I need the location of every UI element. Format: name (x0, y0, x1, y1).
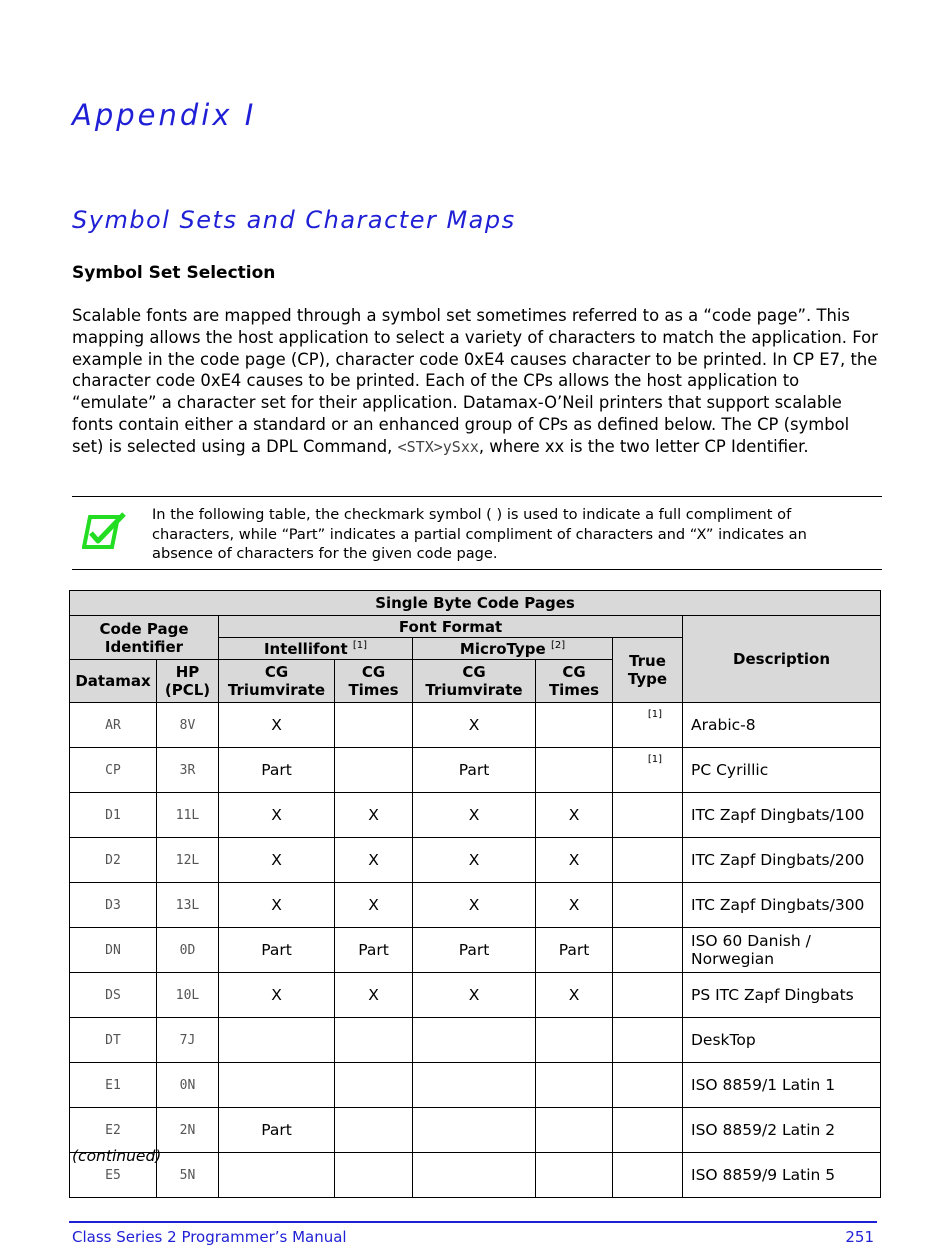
cell-hp-pcl: 10L (157, 973, 219, 1018)
cell-true-type (613, 973, 683, 1018)
cell-microtype-cg-triumvirate (413, 1153, 536, 1198)
true-type-footnote: [1] (647, 708, 662, 720)
footer-rule (69, 1221, 877, 1223)
cell-description: ITC Zapf Dingbats/200 (683, 838, 881, 883)
table-row (70, 1153, 881, 1198)
header-microtype-cg-triumvirate: CG Triumvirate (413, 660, 536, 703)
continued-note: (continued) (72, 1147, 162, 1165)
cell-intellifont-cg-times (335, 1063, 413, 1108)
cell-datamax: DN (70, 928, 157, 973)
header-code-page-identifier: Code Page Identifier (70, 616, 219, 660)
cell-true-type (613, 748, 683, 793)
cell-description: ISO 8859/2 Latin 2 (683, 1108, 881, 1153)
cell-datamax: AR (70, 703, 157, 748)
cell-microtype-cg-times: Part (536, 928, 613, 973)
cell-datamax: DT (70, 1018, 157, 1063)
intro-paragraph (72, 305, 882, 459)
table-title: Single Byte Code Pages (70, 591, 881, 616)
cell-true-type (613, 1108, 683, 1153)
cell-hp-pcl: 3R (157, 748, 219, 793)
header-microtype-cg-times: CG Times (536, 660, 613, 703)
checkmark-note-icon (82, 511, 128, 551)
intellifont-label: Intellifont (263, 639, 348, 658)
cell-intellifont-cg-times (335, 1108, 413, 1153)
cell-datamax: D2 (70, 838, 157, 883)
table-row (70, 1063, 881, 1108)
cell-true-type (613, 883, 683, 928)
header-hp-pcl: HP (PCL) (157, 660, 219, 703)
cell-description: ITC Zapf Dingbats/100 (683, 793, 881, 838)
cell-microtype-cg-times (536, 1018, 613, 1063)
intro-text-after-code: , where xx is the two letter CP Identifier. (478, 436, 809, 456)
cell-datamax: E5 (70, 1153, 157, 1198)
table-row (70, 973, 881, 1018)
cell-microtype-cg-times (536, 703, 613, 748)
cell-intellifont-cg-times (335, 748, 413, 793)
cell-true-type (613, 838, 683, 883)
table-row (70, 928, 881, 973)
code-page-table (69, 590, 881, 1198)
cell-microtype-cg-triumvirate: X (413, 838, 536, 883)
cell-intellifont-cg-times (335, 703, 413, 748)
header-datamax: Datamax (70, 660, 157, 703)
cell-description: ISO 60 Danish / Norwegian (683, 928, 881, 973)
cell-microtype-cg-triumvirate: X (413, 793, 536, 838)
cell-intellifont-cg-triumvirate: X (219, 703, 335, 748)
cell-hp-pcl: 0D (157, 928, 219, 973)
header-intellifont-cg-times: CG Times (335, 660, 413, 703)
cell-microtype-cg-triumvirate (413, 1018, 536, 1063)
cell-microtype-cg-times: X (536, 793, 613, 838)
intro-text-before-code: Scalable fonts are mapped through a symbol set sometimes referred to as a “code page”. This mapping allows the host application to select a variety of characters to match the application. For example in the code page (CP), character code 0xE4 causes character to be printed. In CP E7, the character code 0xE4 causes to be printed. Each of the CPs allows the host application to “emulate” a character set for their application. Datamax-O’Neil printers that support scalable fonts contain either a standard or an enhanced group of CPs as defined below. The CP (symbol set) is selected using a DPL Command, (72, 306, 878, 456)
cell-microtype-cg-times (536, 1108, 613, 1153)
cell-microtype-cg-times (536, 748, 613, 793)
cell-microtype-cg-triumvirate: X (413, 973, 536, 1018)
cell-microtype-cg-triumvirate: Part (413, 748, 536, 793)
subheading: Symbol Set Selection (72, 263, 276, 283)
cell-hp-pcl: 12L (157, 838, 219, 883)
cell-true-type (613, 1153, 683, 1198)
cell-intellifont-cg-triumvirate: X (219, 838, 335, 883)
cell-description: PS ITC Zapf Dingbats (683, 973, 881, 1018)
header-true-type: True Type (613, 638, 683, 703)
table-body (70, 703, 881, 1198)
table-row (70, 703, 881, 748)
microtype-footnote: [2] (550, 639, 566, 651)
cell-datamax: E2 (70, 1108, 157, 1153)
cell-intellifont-cg-times: X (335, 838, 413, 883)
cell-microtype-cg-triumvirate: X (413, 703, 536, 748)
header-description: Description (683, 616, 881, 703)
cell-microtype-cg-triumvirate (413, 1108, 536, 1153)
table-row (70, 793, 881, 838)
note-text: In the following table, the checkmark symbol ( ) is used to indicate a full compliment of characters, while “Part” indicates a partial compliment of characters and “X” indicates an absence of characters for the given code page. (152, 506, 807, 562)
cell-datamax: D3 (70, 883, 157, 928)
header-microtype (413, 638, 613, 660)
table-row (70, 748, 881, 793)
cell-microtype-cg-times: X (536, 838, 613, 883)
section-title: Symbol Sets and Character Maps (72, 206, 516, 234)
cell-intellifont-cg-triumvirate (219, 1018, 335, 1063)
cell-hp-pcl: 7J (157, 1018, 219, 1063)
true-type-footnote: [1] (647, 753, 662, 765)
cell-description: PC Cyrillic (683, 748, 881, 793)
microtype-label: MicroType (459, 639, 546, 658)
cell-datamax: D1 (70, 793, 157, 838)
cell-microtype-cg-times (536, 1063, 613, 1108)
cell-true-type (613, 703, 683, 748)
header-intellifont-cg-triumvirate: CG Triumvirate (219, 660, 335, 703)
cell-intellifont-cg-triumvirate: X (219, 793, 335, 838)
cell-microtype-cg-triumvirate (413, 1063, 536, 1108)
cell-microtype-cg-times: X (536, 973, 613, 1018)
cell-microtype-cg-times (536, 1153, 613, 1198)
cell-description: ISO 8859/9 Latin 5 (683, 1153, 881, 1198)
cell-hp-pcl: 8V (157, 703, 219, 748)
cell-microtype-cg-triumvirate: X (413, 883, 536, 928)
table-row (70, 838, 881, 883)
cell-intellifont-cg-triumvirate (219, 1153, 335, 1198)
cell-intellifont-cg-times: X (335, 973, 413, 1018)
cell-hp-pcl: 13L (157, 883, 219, 928)
table-row (70, 883, 881, 928)
cell-intellifont-cg-times (335, 1018, 413, 1063)
cell-true-type (613, 928, 683, 973)
cell-intellifont-cg-triumvirate: X (219, 883, 335, 928)
cell-description: ITC Zapf Dingbats/300 (683, 883, 881, 928)
footer-manual-title: Class Series 2 Programmer’s Manual (72, 1228, 347, 1246)
cell-intellifont-cg-times: Part (335, 928, 413, 973)
cell-intellifont-cg-triumvirate: Part (219, 1108, 335, 1153)
cell-intellifont-cg-triumvirate (219, 1063, 335, 1108)
cell-microtype-cg-times: X (536, 883, 613, 928)
cell-intellifont-cg-times: X (335, 793, 413, 838)
header-font-format: Font Format (219, 616, 683, 638)
dpl-command-code: <STX>ySxx (397, 437, 479, 456)
cell-hp-pcl: 0N (157, 1063, 219, 1108)
table-row (70, 1018, 881, 1063)
cell-true-type (613, 1018, 683, 1063)
cell-intellifont-cg-times (335, 1153, 413, 1198)
appendix-title: Appendix I (72, 98, 257, 132)
cell-description: DeskTop (683, 1018, 881, 1063)
intellifont-footnote: [1] (352, 639, 368, 651)
cell-hp-pcl: 5N (157, 1153, 219, 1198)
cell-description: Arabic-8 (683, 703, 881, 748)
cell-intellifont-cg-triumvirate: Part (219, 928, 335, 973)
cell-intellifont-cg-triumvirate: X (219, 973, 335, 1018)
cell-microtype-cg-triumvirate: Part (413, 928, 536, 973)
note-box (72, 496, 882, 570)
footer-page-number: 251 (845, 1228, 874, 1246)
cell-hp-pcl: 2N (157, 1108, 219, 1153)
cell-datamax: CP (70, 748, 157, 793)
cell-hp-pcl: 11L (157, 793, 219, 838)
table-row (70, 1108, 881, 1153)
cell-datamax: E1 (70, 1063, 157, 1108)
cell-intellifont-cg-times: X (335, 883, 413, 928)
cell-description: ISO 8859/1 Latin 1 (683, 1063, 881, 1108)
cell-intellifont-cg-triumvirate: Part (219, 748, 335, 793)
cell-datamax: DS (70, 973, 157, 1018)
cell-true-type (613, 793, 683, 838)
cell-true-type (613, 1063, 683, 1108)
header-intellifont (219, 638, 413, 660)
